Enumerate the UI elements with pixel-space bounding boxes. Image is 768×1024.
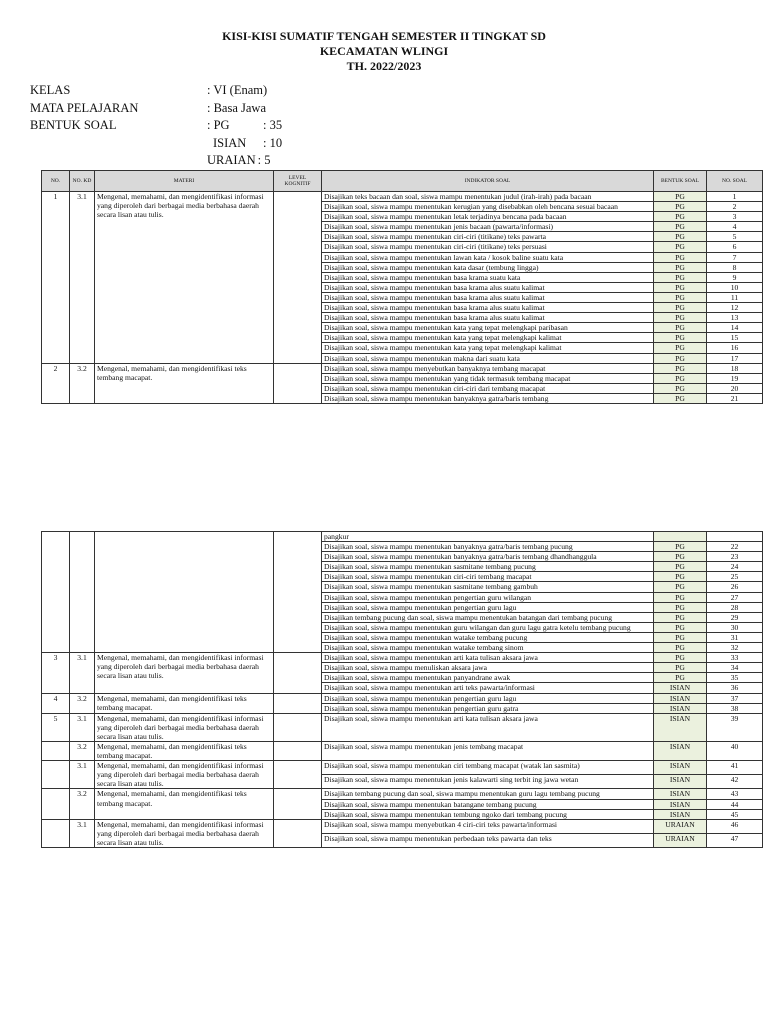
row-bentuk: PG bbox=[654, 192, 707, 202]
row-no-soal: 24 bbox=[707, 562, 763, 572]
row-no-soal: 32 bbox=[707, 643, 763, 653]
row-no-soal: 10 bbox=[707, 282, 763, 292]
row-indikator: Disajikan soal, siswa mampu menentukan letak terjadinya bencana pada bacaan bbox=[322, 212, 654, 222]
row-no-soal: 36 bbox=[707, 683, 763, 693]
row-indikator: Disajikan soal, siswa mampu menentukan watake tembang sinom bbox=[322, 643, 654, 653]
row-bentuk: PG bbox=[654, 673, 707, 683]
row-bentuk: ISIAN bbox=[654, 789, 707, 799]
row-bentuk: PG bbox=[654, 663, 707, 673]
uraian-value: : 5 bbox=[257, 153, 271, 167]
row-indikator: Disajikan soal, siswa mampu menentukan batangane tembang pucung bbox=[322, 799, 654, 809]
row-level bbox=[274, 363, 322, 403]
row-kd: 3.2 bbox=[70, 363, 95, 403]
row-indikator: Disajikan soal, siswa mampu menentukan arti kata tulisan aksara jawa bbox=[322, 713, 654, 741]
row-indikator: Disajikan soal, siswa mampu menentukan sasmitane tembang gambuh bbox=[322, 582, 654, 592]
row-indikator: Disajikan soal, siswa mampu menentukan arti kata tulisan aksara jawa bbox=[322, 653, 654, 663]
row-no-soal: 12 bbox=[707, 303, 763, 313]
row-kd: 3.2 bbox=[70, 693, 95, 713]
row-bentuk: PG bbox=[654, 612, 707, 622]
row-bentuk: PG bbox=[654, 323, 707, 333]
row-indikator: Disajikan soal, siswa mampu menentukan kata yang tepat melengkapi kalimat bbox=[322, 343, 654, 353]
row-no-soal: 23 bbox=[707, 552, 763, 562]
row-no-soal: 9 bbox=[707, 272, 763, 282]
row-indikator: Disajikan soal, siswa mampu menentukan kata yang tepat melengkapi paribasan bbox=[322, 323, 654, 333]
row-materi: Mengenal, memahami, dan mengidentifikasi informasi yang diperoleh dari berbagai media berbahasa daerah secara lisan atau tulis. bbox=[95, 819, 274, 847]
table-row bbox=[42, 693, 763, 703]
kisi-table-page-1 bbox=[41, 170, 763, 404]
row-indikator: Disajikan soal, siswa mampu menentukan basa krama alus suatu kalimat bbox=[322, 303, 654, 313]
row-no-soal: 46 bbox=[707, 819, 763, 833]
row-bentuk: ISIAN bbox=[654, 683, 707, 693]
row-level bbox=[274, 532, 322, 653]
row-bentuk: PG bbox=[654, 383, 707, 393]
table-row bbox=[42, 819, 763, 833]
table-header-row bbox=[42, 171, 763, 192]
row-indikator: Disajikan soal, siswa mampu menentukan kata dasar (tembung lingga) bbox=[322, 262, 654, 272]
row-no-soal: 19 bbox=[707, 373, 763, 383]
row-no-soal: 25 bbox=[707, 572, 763, 582]
row-materi: Mengenal, memahami, dan mengidentifikasi teks tembang macapat. bbox=[95, 363, 274, 403]
col-header-level: LEVEL KOGNITIF bbox=[274, 171, 322, 192]
row-no-soal bbox=[707, 532, 763, 542]
row-bentuk: URAIAN bbox=[654, 819, 707, 833]
row-no-soal: 3 bbox=[707, 212, 763, 222]
isian-value: : 10 bbox=[263, 135, 283, 150]
row-no-soal: 11 bbox=[707, 292, 763, 302]
row-no-soal: 37 bbox=[707, 693, 763, 703]
row-no-soal: 41 bbox=[707, 761, 763, 775]
row-kd: 3.1 bbox=[70, 653, 95, 693]
row-no-soal: 39 bbox=[707, 713, 763, 741]
row-indikator: Disajikan soal, siswa mampu menentukan banyaknya gatra/baris tembang bbox=[322, 393, 654, 403]
row-bentuk: ISIAN bbox=[654, 713, 707, 741]
title-line-3: TH. 2022/2023 bbox=[346, 59, 422, 73]
row-no-soal: 33 bbox=[707, 653, 763, 663]
row-indikator: Disajikan soal, siswa mampu menentukan tembung ngoko dari tembang pucung bbox=[322, 809, 654, 819]
row-no: 5 bbox=[42, 713, 70, 741]
mapel-value: : Basa Jawa bbox=[207, 100, 267, 115]
row-indikator: Disajikan soal, siswa mampu menentukan basa krama alus suatu kalimat bbox=[322, 282, 654, 292]
row-bentuk: PG bbox=[654, 252, 707, 262]
row-bentuk: PG bbox=[654, 592, 707, 602]
row-bentuk: PG bbox=[654, 202, 707, 212]
row-bentuk: ISIAN bbox=[654, 761, 707, 775]
row-indikator: Disajikan soal, siswa mampu menentukan jenis bacaan (pawarta/informasi) bbox=[322, 222, 654, 232]
bentuk-label: BENTUK SOAL bbox=[30, 118, 117, 132]
row-bentuk: PG bbox=[654, 282, 707, 292]
pg-value: : 35 bbox=[263, 118, 283, 132]
row-no bbox=[42, 532, 70, 653]
row-no bbox=[42, 819, 70, 847]
row-materi: Mengenal, memahami, dan mengidentifikasi teks tembang macapat. bbox=[95, 789, 274, 819]
row-indikator: pangkur bbox=[322, 532, 654, 542]
col-header-indikator: INDIKATOR SOAL bbox=[322, 171, 654, 192]
row-indikator: Disajikan soal, siswa mampu menentukan watake tembang pucung bbox=[322, 632, 654, 642]
meta-isian bbox=[30, 135, 282, 153]
row-no-soal: 44 bbox=[707, 799, 763, 809]
row-indikator: Disajikan soal, siswa mampu menentukan basa krama alus suatu kalimat bbox=[322, 292, 654, 302]
col-header-no-soal: NO. SOAL bbox=[707, 171, 763, 192]
row-no-soal: 28 bbox=[707, 602, 763, 612]
row-bentuk: PG bbox=[654, 572, 707, 582]
col-header-materi: MATERI bbox=[95, 171, 274, 192]
row-no-soal: 2 bbox=[707, 202, 763, 212]
row-level bbox=[274, 819, 322, 847]
row-no-soal: 16 bbox=[707, 343, 763, 353]
row-level bbox=[274, 192, 322, 364]
row-no-soal: 27 bbox=[707, 592, 763, 602]
row-no-soal: 5 bbox=[707, 232, 763, 242]
kelas-label: KELAS bbox=[30, 83, 71, 97]
document-meta bbox=[30, 82, 282, 170]
row-materi: Mengenal, memahami, dan mengidentifikasi teks tembang macapat. bbox=[95, 741, 274, 760]
row-indikator: Disajikan soal, siswa mampu menentukan ciri-ciri dari tembang macapat bbox=[322, 383, 654, 393]
row-bentuk: PG bbox=[654, 232, 707, 242]
row-level bbox=[274, 713, 322, 741]
row-no-soal: 13 bbox=[707, 313, 763, 323]
table-row bbox=[42, 192, 763, 202]
row-no-soal: 17 bbox=[707, 353, 763, 363]
row-kd: 3.2 bbox=[70, 741, 95, 760]
row-no-soal: 20 bbox=[707, 383, 763, 393]
row-indikator: Disajikan soal, siswa mampu menyebutkan 4 ciri-ciri teks pawarta/informasi bbox=[322, 819, 654, 833]
row-bentuk: ISIAN bbox=[654, 741, 707, 760]
row-no-soal: 7 bbox=[707, 252, 763, 262]
row-no-soal: 31 bbox=[707, 632, 763, 642]
row-no-soal: 18 bbox=[707, 363, 763, 373]
table-row bbox=[42, 713, 763, 741]
row-no bbox=[42, 761, 70, 789]
row-indikator: Disajikan soal, siswa mampu menentukan panyandrane awak bbox=[322, 673, 654, 683]
row-bentuk: URAIAN bbox=[654, 833, 707, 847]
row-kd: 3.1 bbox=[70, 761, 95, 789]
row-bentuk: PG bbox=[654, 393, 707, 403]
row-materi: Mengenal, memahami, dan mengidentifikasi informasi yang diperoleh dari berbagai media berbahasa daerah secara lisan atau tulis. bbox=[95, 713, 274, 741]
row-level bbox=[274, 653, 322, 693]
row-indikator: Disajikan soal, siswa mampu menentukan jenis tembang macapat bbox=[322, 741, 654, 760]
table-row bbox=[42, 653, 763, 663]
row-bentuk: ISIAN bbox=[654, 693, 707, 703]
row-bentuk: ISIAN bbox=[654, 799, 707, 809]
row-bentuk: PG bbox=[654, 552, 707, 562]
row-bentuk: PG bbox=[654, 333, 707, 343]
row-indikator: Disajikan soal, siswa mampu menentukan ciri tembang macapat (watak lan sasmita) bbox=[322, 761, 654, 775]
row-bentuk: PG bbox=[654, 353, 707, 363]
isian-label: ISIAN bbox=[213, 135, 247, 150]
row-bentuk: ISIAN bbox=[654, 703, 707, 713]
row-level bbox=[274, 789, 322, 819]
row-indikator: Disajikan soal, siswa mampu menentukan basa krama suatu kata bbox=[322, 272, 654, 282]
row-indikator: Disajikan soal, siswa mampu menentukan yang tidak termasuk tembang macapat bbox=[322, 373, 654, 383]
row-no-soal: 4 bbox=[707, 222, 763, 232]
row-level bbox=[274, 693, 322, 713]
row-indikator: Disajikan soal, siswa mampu menentukan banyaknya gatra/baris tembang pucung bbox=[322, 542, 654, 552]
row-bentuk: PG bbox=[654, 373, 707, 383]
row-no-soal: 30 bbox=[707, 622, 763, 632]
table-row bbox=[42, 741, 763, 760]
row-bentuk: PG bbox=[654, 562, 707, 572]
row-indikator: Disajikan soal, siswa mampu menentukan pengertian guru wilangan bbox=[322, 592, 654, 602]
row-indikator: Disajikan soal, siswa mampu menuliskan aksara jawa bbox=[322, 663, 654, 673]
row-bentuk: PG bbox=[654, 303, 707, 313]
row-no bbox=[42, 741, 70, 760]
row-indikator: Disajikan soal, siswa mampu menentukan sasmitane tembang pucung bbox=[322, 562, 654, 572]
row-materi: Mengenal, memahami, dan mengidentifikasi teks tembang macapat. bbox=[95, 693, 274, 713]
row-materi: Mengenal, memahami, dan mengidentifikasi informasi yang diperoleh dari berbagai media berbahasa daerah secara lisan atau tulis. bbox=[95, 653, 274, 693]
row-no-soal: 15 bbox=[707, 333, 763, 343]
meta-kelas bbox=[30, 82, 282, 100]
row-materi: Mengenal, memahami, dan mengidentifikasi informasi yang diperoleh dari berbagai media berbahasa daerah secara lisan atau tulis. bbox=[95, 761, 274, 789]
row-indikator: Disajikan soal, siswa mampu menentukan pengertian guru lagu bbox=[322, 602, 654, 612]
row-no-soal: 34 bbox=[707, 663, 763, 673]
col-header-no-kd: NO. KD bbox=[70, 171, 95, 192]
row-bentuk: PG bbox=[654, 602, 707, 612]
row-kd: 3.1 bbox=[70, 819, 95, 847]
row-indikator: Disajikan soal, siswa mampu menentukan lawan kata / kosok baline suatu kata bbox=[322, 252, 654, 262]
mapel-label: MATA PELAJARAN bbox=[30, 100, 139, 115]
row-bentuk: ISIAN bbox=[654, 809, 707, 819]
row-indikator: Disajikan teks bacaan dan soal, siswa mampu menentukan judul (irah-irah) pada bacaan bbox=[322, 192, 654, 202]
row-no-soal: 8 bbox=[707, 262, 763, 272]
row-bentuk: PG bbox=[654, 272, 707, 282]
row-level bbox=[274, 741, 322, 760]
meta-uraian bbox=[30, 152, 282, 170]
row-bentuk: PG bbox=[654, 542, 707, 552]
title-line-1: KISI-KISI SUMATIF TENGAH SEMESTER II TINGKAT SD bbox=[222, 29, 546, 43]
row-bentuk: PG bbox=[654, 653, 707, 663]
row-no-soal: 14 bbox=[707, 323, 763, 333]
row-bentuk: PG bbox=[654, 582, 707, 592]
table-row bbox=[42, 761, 763, 775]
row-no-soal: 42 bbox=[707, 775, 763, 789]
row-kd: 3.1 bbox=[70, 713, 95, 741]
col-header-no: NO. bbox=[42, 171, 70, 192]
row-indikator: Disajikan soal, siswa mampu menentukan ciri-ciri (titikane) teks pawarta bbox=[322, 232, 654, 242]
row-kd: 3.2 bbox=[70, 789, 95, 819]
row-indikator: Disajikan soal, siswa mampu menentukan ciri-ciri tembang macapat bbox=[322, 572, 654, 582]
row-indikator: Disajikan soal, siswa mampu menentukan perbedaan teks pawarta dan teks bbox=[322, 833, 654, 847]
pg-label: : PG bbox=[207, 118, 230, 132]
row-bentuk: PG bbox=[654, 363, 707, 373]
row-bentuk: PG bbox=[654, 313, 707, 323]
row-no-soal: 1 bbox=[707, 192, 763, 202]
row-no-soal: 45 bbox=[707, 809, 763, 819]
row-indikator: Disajikan soal, siswa mampu menentukan banyaknya gatra/baris tembang dhandhanggula bbox=[322, 552, 654, 562]
row-no-soal: 21 bbox=[707, 393, 763, 403]
row-indikator: Disajikan soal, siswa mampu menyebutkan banyaknya tembang macapat bbox=[322, 363, 654, 373]
table-row bbox=[42, 363, 763, 373]
row-bentuk: PG bbox=[654, 643, 707, 653]
row-kd: 3.1 bbox=[70, 192, 95, 364]
row-no-soal: 26 bbox=[707, 582, 763, 592]
row-kd bbox=[70, 532, 95, 653]
row-indikator: Disajikan soal, siswa mampu menentukan guru wilangan dan guru lagu gatra ketelu tembang pucung bbox=[322, 622, 654, 632]
row-no-soal: 43 bbox=[707, 789, 763, 799]
title-line-2: KECAMATAN WLINGI bbox=[319, 44, 449, 58]
row-indikator: Disajikan soal, siswa mampu menentukan makna dari suatu kata bbox=[322, 353, 654, 363]
row-no-soal: 35 bbox=[707, 673, 763, 683]
row-level bbox=[274, 761, 322, 789]
row-bentuk: PG bbox=[654, 292, 707, 302]
uraian-label: URAIAN bbox=[207, 153, 256, 167]
row-indikator: Disajikan tembang pucung dan soal, siswa mampu menentukan guru lagu tembang pucung bbox=[322, 789, 654, 799]
row-bentuk bbox=[654, 532, 707, 542]
row-no-soal: 40 bbox=[707, 741, 763, 760]
row-indikator: Disajikan soal, siswa mampu menentukan arti teks pawarta/informasi bbox=[322, 683, 654, 693]
row-no: 1 bbox=[42, 192, 70, 364]
table-row bbox=[42, 532, 763, 542]
row-indikator: Disajikan soal, siswa mampu menentukan ciri-ciri (titikane) teks persuasi bbox=[322, 242, 654, 252]
row-no: 4 bbox=[42, 693, 70, 713]
row-no-soal: 29 bbox=[707, 612, 763, 622]
row-indikator: Disajikan soal, siswa mampu menentukan pengertian guru gatra bbox=[322, 703, 654, 713]
row-bentuk: PG bbox=[654, 632, 707, 642]
row-no-soal: 6 bbox=[707, 242, 763, 252]
row-no bbox=[42, 789, 70, 819]
row-no-soal: 22 bbox=[707, 542, 763, 552]
table-row bbox=[42, 789, 763, 799]
row-no-soal: 38 bbox=[707, 703, 763, 713]
row-indikator: Disajikan soal, siswa mampu menentukan pengertian guru lagu bbox=[322, 693, 654, 703]
row-no: 2 bbox=[42, 363, 70, 403]
meta-bentuk bbox=[30, 117, 282, 135]
row-bentuk: PG bbox=[654, 622, 707, 632]
kisi-table-page-2 bbox=[41, 531, 763, 848]
kelas-value: : VI (Enam) bbox=[207, 83, 268, 97]
row-indikator: Disajikan tembang pucung dan soal, siswa mampu menentukan batangan dari tembang pucung bbox=[322, 612, 654, 622]
row-bentuk: ISIAN bbox=[654, 775, 707, 789]
row-bentuk: PG bbox=[654, 212, 707, 222]
row-no-soal: 47 bbox=[707, 833, 763, 847]
row-indikator: Disajikan soal, siswa mampu menentukan jenis kalawarti sing terbit ing jawa wetan bbox=[322, 775, 654, 789]
row-bentuk: PG bbox=[654, 262, 707, 272]
row-materi: Mengenal, memahami, dan mengidentifikasi informasi yang diperoleh dari berbagai media berbahasa daerah secara lisan atau tulis. bbox=[95, 192, 274, 364]
row-indikator: Disajikan soal, siswa mampu menentukan basa krama alus suatu kalimat bbox=[322, 313, 654, 323]
row-bentuk: PG bbox=[654, 222, 707, 232]
col-header-bentuk: BENTUK SOAL bbox=[654, 171, 707, 192]
document-title bbox=[0, 29, 768, 74]
row-no: 3 bbox=[42, 653, 70, 693]
row-bentuk: PG bbox=[654, 242, 707, 252]
row-bentuk: PG bbox=[654, 343, 707, 353]
meta-mapel bbox=[30, 100, 282, 118]
row-indikator: Disajikan soal, siswa mampu menentukan kerugian yang disebabkan oleh bencana sesuai bacaan bbox=[322, 202, 654, 212]
row-materi bbox=[95, 532, 274, 653]
row-indikator: Disajikan soal, siswa mampu menentukan kata yang tepat melengkapi kalimat bbox=[322, 333, 654, 343]
